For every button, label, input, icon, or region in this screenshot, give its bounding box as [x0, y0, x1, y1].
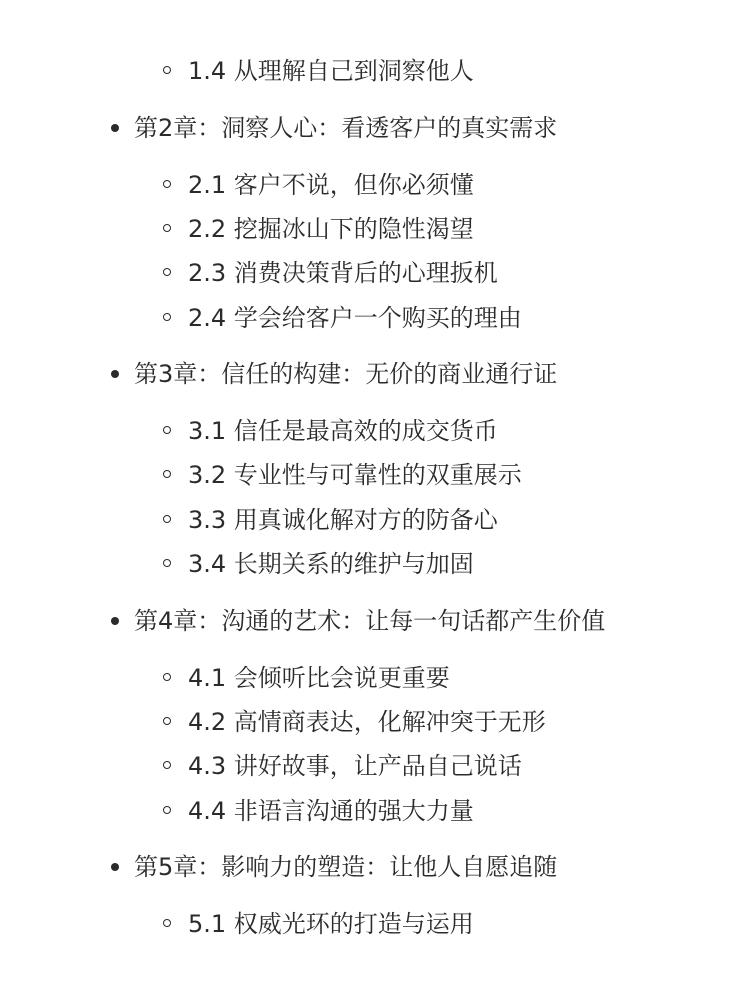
section-title: 5.1 权威光环的打造与运用	[188, 910, 474, 938]
hollow-bullet-icon	[163, 66, 171, 74]
hollow-bullet-icon	[163, 919, 171, 927]
section-title: 3.2 专业性与可靠性的双重展示	[188, 461, 522, 489]
filled-bullet-icon	[111, 617, 119, 625]
filled-bullet-icon	[111, 370, 119, 378]
filled-bullet-icon	[111, 863, 119, 871]
section-title: 4.1 会倾听比会说更重要	[188, 664, 450, 692]
section-title: 4.4 非语言沟通的强大力量	[188, 797, 474, 825]
hollow-bullet-icon	[163, 180, 171, 188]
section-title: 4.2 高情商表达，化解冲突于无形	[188, 708, 546, 736]
hollow-bullet-icon	[163, 224, 171, 232]
section-title: 4.3 讲好故事，让产品自己说话	[188, 752, 522, 780]
chapter-title: 第3章：信任的构建：无价的商业通行证	[134, 360, 558, 388]
hollow-bullet-icon	[163, 268, 171, 276]
section-title: 2.3 消费决策背后的心理扳机	[188, 259, 498, 287]
hollow-bullet-icon	[163, 470, 171, 478]
section-title: 2.2 挖掘冰山下的隐性渴望	[188, 215, 474, 243]
chapter-title: 第5章：影响力的塑造：让他人自愿追随	[134, 853, 558, 881]
hollow-bullet-icon	[163, 673, 171, 681]
hollow-bullet-icon	[163, 761, 171, 769]
hollow-bullet-icon	[163, 559, 171, 567]
section-title: 1.4 从理解自己到洞察他人	[188, 57, 474, 85]
hollow-bullet-icon	[163, 806, 171, 814]
section-title: 2.4 学会给客户一个购买的理由	[188, 304, 522, 332]
chapter-title: 第2章：洞察人心：看透客户的真实需求	[134, 114, 558, 142]
section-title: 3.4 长期关系的维护与加固	[188, 550, 474, 578]
section-title: 3.3 用真诚化解对方的防备心	[188, 506, 498, 534]
hollow-bullet-icon	[163, 313, 171, 321]
chapter-title: 第4章：沟通的艺术：让每一句话都产生价值	[134, 607, 606, 635]
filled-bullet-icon	[111, 124, 119, 132]
hollow-bullet-icon	[163, 717, 171, 725]
hollow-bullet-icon	[163, 426, 171, 434]
section-title: 2.1 客户不说，但你必须懂	[188, 171, 474, 199]
hollow-bullet-icon	[163, 515, 171, 523]
section-title: 3.1 信任是最高效的成交货币	[188, 417, 498, 445]
